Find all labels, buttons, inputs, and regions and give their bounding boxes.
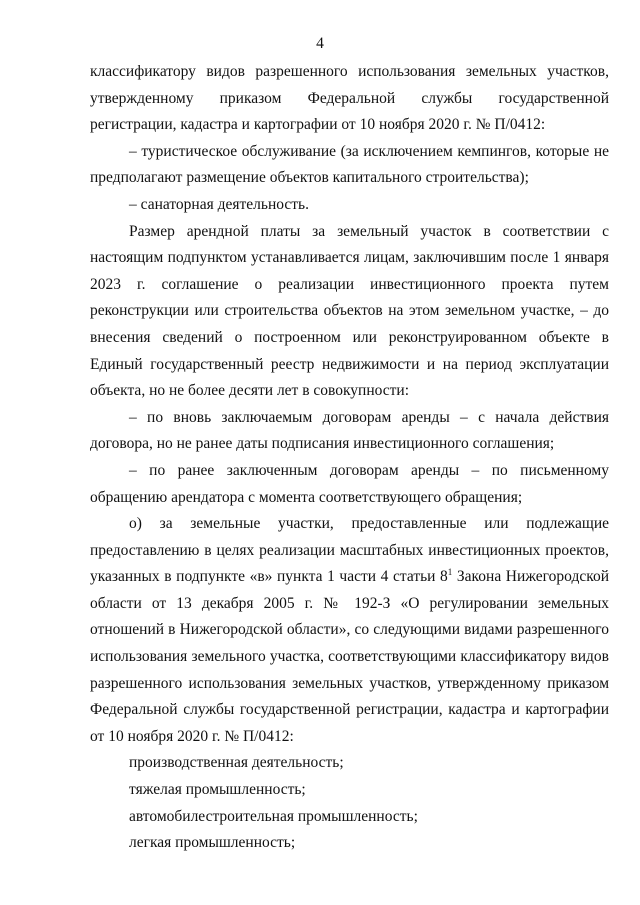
paragraph-new-contracts: – по вновь заключаемым договорам аренды – с начала действия договора, но не ранее даты подписания инвестиционного соглашения; — [90, 408, 609, 453]
list-item: автомобилестроительная промышленность; — [129, 807, 418, 825]
article-superscript: 1 — [447, 567, 453, 578]
item-o-text-end: Закона Нижегородской области от 13 декабря 2005 г. № 192-З «О регулировании земельных отношений в Нижегородской области», со следующими видами разрешенного использования земельного участка, соответствующими классификатору видов разрешенного использования земельных участков, утвержденному приказом Федеральной службы государственной регистрации, кадастра и картографии от 10 ноября 2020 г. № П/0412: — [90, 568, 609, 745]
document-body — [90, 59, 609, 857]
item-o-text-start: о) за земельные участки, предоставленные или подлежащие предоставлению в целях реализации масштабных инвестиционных проектов, указанных в подпункте «в» пункта 1 части 4 статьи 8 — [90, 515, 609, 586]
paragraph-existing-contracts: – по ранее заключенным договорам аренды – по письменному обращению арендатора с момента соответствующего обращения; — [90, 461, 609, 506]
list-item: легкая промышленность; — [129, 834, 296, 852]
paragraph-rent-size: Размер арендной платы за земельный участок в соответствии с настоящим подпунктом устанавливается лицам, заключившим после 1 января 2023 г. соглашение о реализации инвестиционного проекта путем реконструкции или строительства объектов на этом земельном участке, – до внесения сведений о построенном или реконструированном объекте в Единый государственный реестр недвижимости и на период эксплуатации объекта, но не более десяти лет в совокупности: — [90, 222, 609, 400]
list-item: тяжелая промышленность; — [129, 781, 306, 799]
page-number: 4 — [316, 35, 324, 52]
list-item: производственная деятельность; — [129, 754, 344, 772]
paragraph-sanatorium: – санаторная деятельность. — [129, 195, 309, 213]
paragraph-item-o — [90, 511, 609, 750]
paragraph-classifier-continuation: классификатору видов разрешенного использования земельных участков, утвержденному приказом Федеральной службы государственной регистрации, кадастра и картографии от 10 ноября 2020 г. № П/0412: — [90, 63, 609, 134]
paragraph-tourist-service: – туристическое обслуживание (за исключением кемпингов, которые не предполагают размещение объектов капитального строительства); — [90, 142, 609, 187]
